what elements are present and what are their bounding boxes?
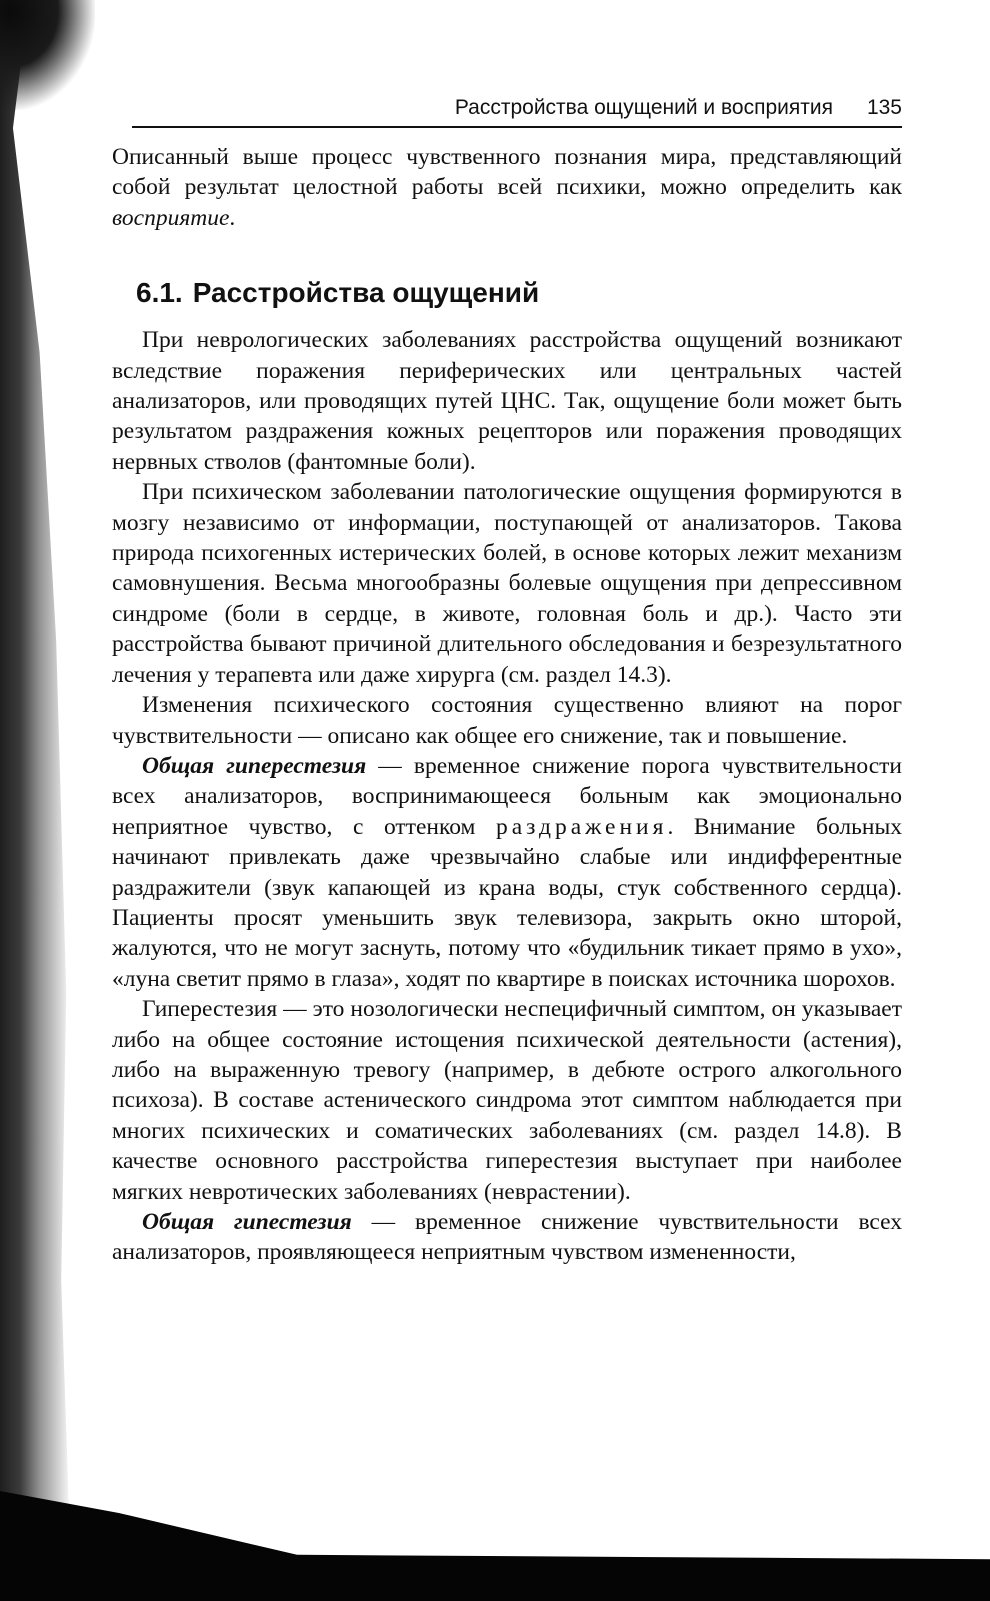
section-number: 6.1. [136, 277, 183, 309]
section-title: Расстройства ощущений [192, 277, 540, 309]
scan-corner-shadow [0, 0, 95, 110]
scan-bottom-shadow [0, 1491, 990, 1601]
paragraph-neurological: При неврологических заболеваниях расстройства ощущений возникают вследствие поражения периферических или центральных частей анализаторов, или проводящих путей ЦНС. Так, ощущение боли может быть результатом раздражения кожных рецепторов или поражения проводящих нервных стволов (фантомные боли). [112, 327, 902, 475]
spaced-word: раздражения [495, 813, 668, 840]
section-heading [136, 277, 902, 309]
body-text [112, 142, 902, 1268]
running-header [132, 96, 902, 128]
term-hypesthesia: Общая гипестезия [142, 1209, 352, 1235]
term-hyperesthesia: Общая гиперестезия [142, 752, 367, 779]
scan-binding-shadow [0, 0, 72, 1601]
page-number: 135 [866, 96, 902, 119]
paragraph-hyperesthesia-def: Общая гиперестезия — временное снижение порога чувствительности всех анализаторов, воспринимающееся больным как эмоционально неприятное чувство, с оттенком раздражения. Внимание больных начинают привлекать даже чрезвычайно слабые или индифферентные раздражители (звук капающей из крана воды, стук собственного сердца). Пациенты просят уменьшить звук телевизора, закрыть окно шторой, жалуются, что не могут заснуть, потому что «будильник тикает прямо в ухо», «луна светит прямо в глаза», ходят по квартире в поисках источника шорохов. [112, 752, 902, 992]
book-page [112, 96, 902, 1268]
running-title: Расстройства ощущений и восприятия [454, 96, 833, 119]
intro-paragraph: Описанный выше процесс чувственного познания мира, представляющий собой результат целостной работы всей психики, можно определить как восприятие. [112, 144, 902, 231]
paragraph-hyperesthesia-symptom: Гиперестезия — это нозологически неспецифичный симптом, он указывает либо на общее состояние истощения психической деятельности (астения), либо на выраженную тревогу (например, в дебюте острого алкогольного психоза). В составе астенического синдрома этот симптом наблюдается при многих психических и соматических заболеваниях (см. раздел 14.8). В качестве основного расстройства гиперестезия выступает при наиболее мягких невротических заболеваниях (неврастении). [112, 996, 902, 1205]
term-perception: восприятие [112, 204, 230, 231]
paragraph-psychic: При психическом заболевании патологические ощущения формируются в мозгу независимо от информации, поступающей от анализаторов. Такова природа психогенных истерических болей, в основе которых лежит механизм самовнушения. Весьма многообразны болевые ощущения при депрессивном синдроме (боли в сердце, в животе, головная боль и др.). Часто эти расстройства бывают причиной длительного обследования и безрезультатного лечения у терапевта или даже хирурга (см. раздел 14.3). [112, 479, 902, 688]
paragraph-threshold: Изменения психического состояния существенно влияют на порог чувствительности — описано как общее его снижение, так и повышение. [112, 692, 902, 749]
paragraph-hypesthesia-def: Общая гипестезия — временное снижение чувствительности всех анализаторов, проявляющееся неприятным чувством измененности, [112, 1209, 902, 1266]
